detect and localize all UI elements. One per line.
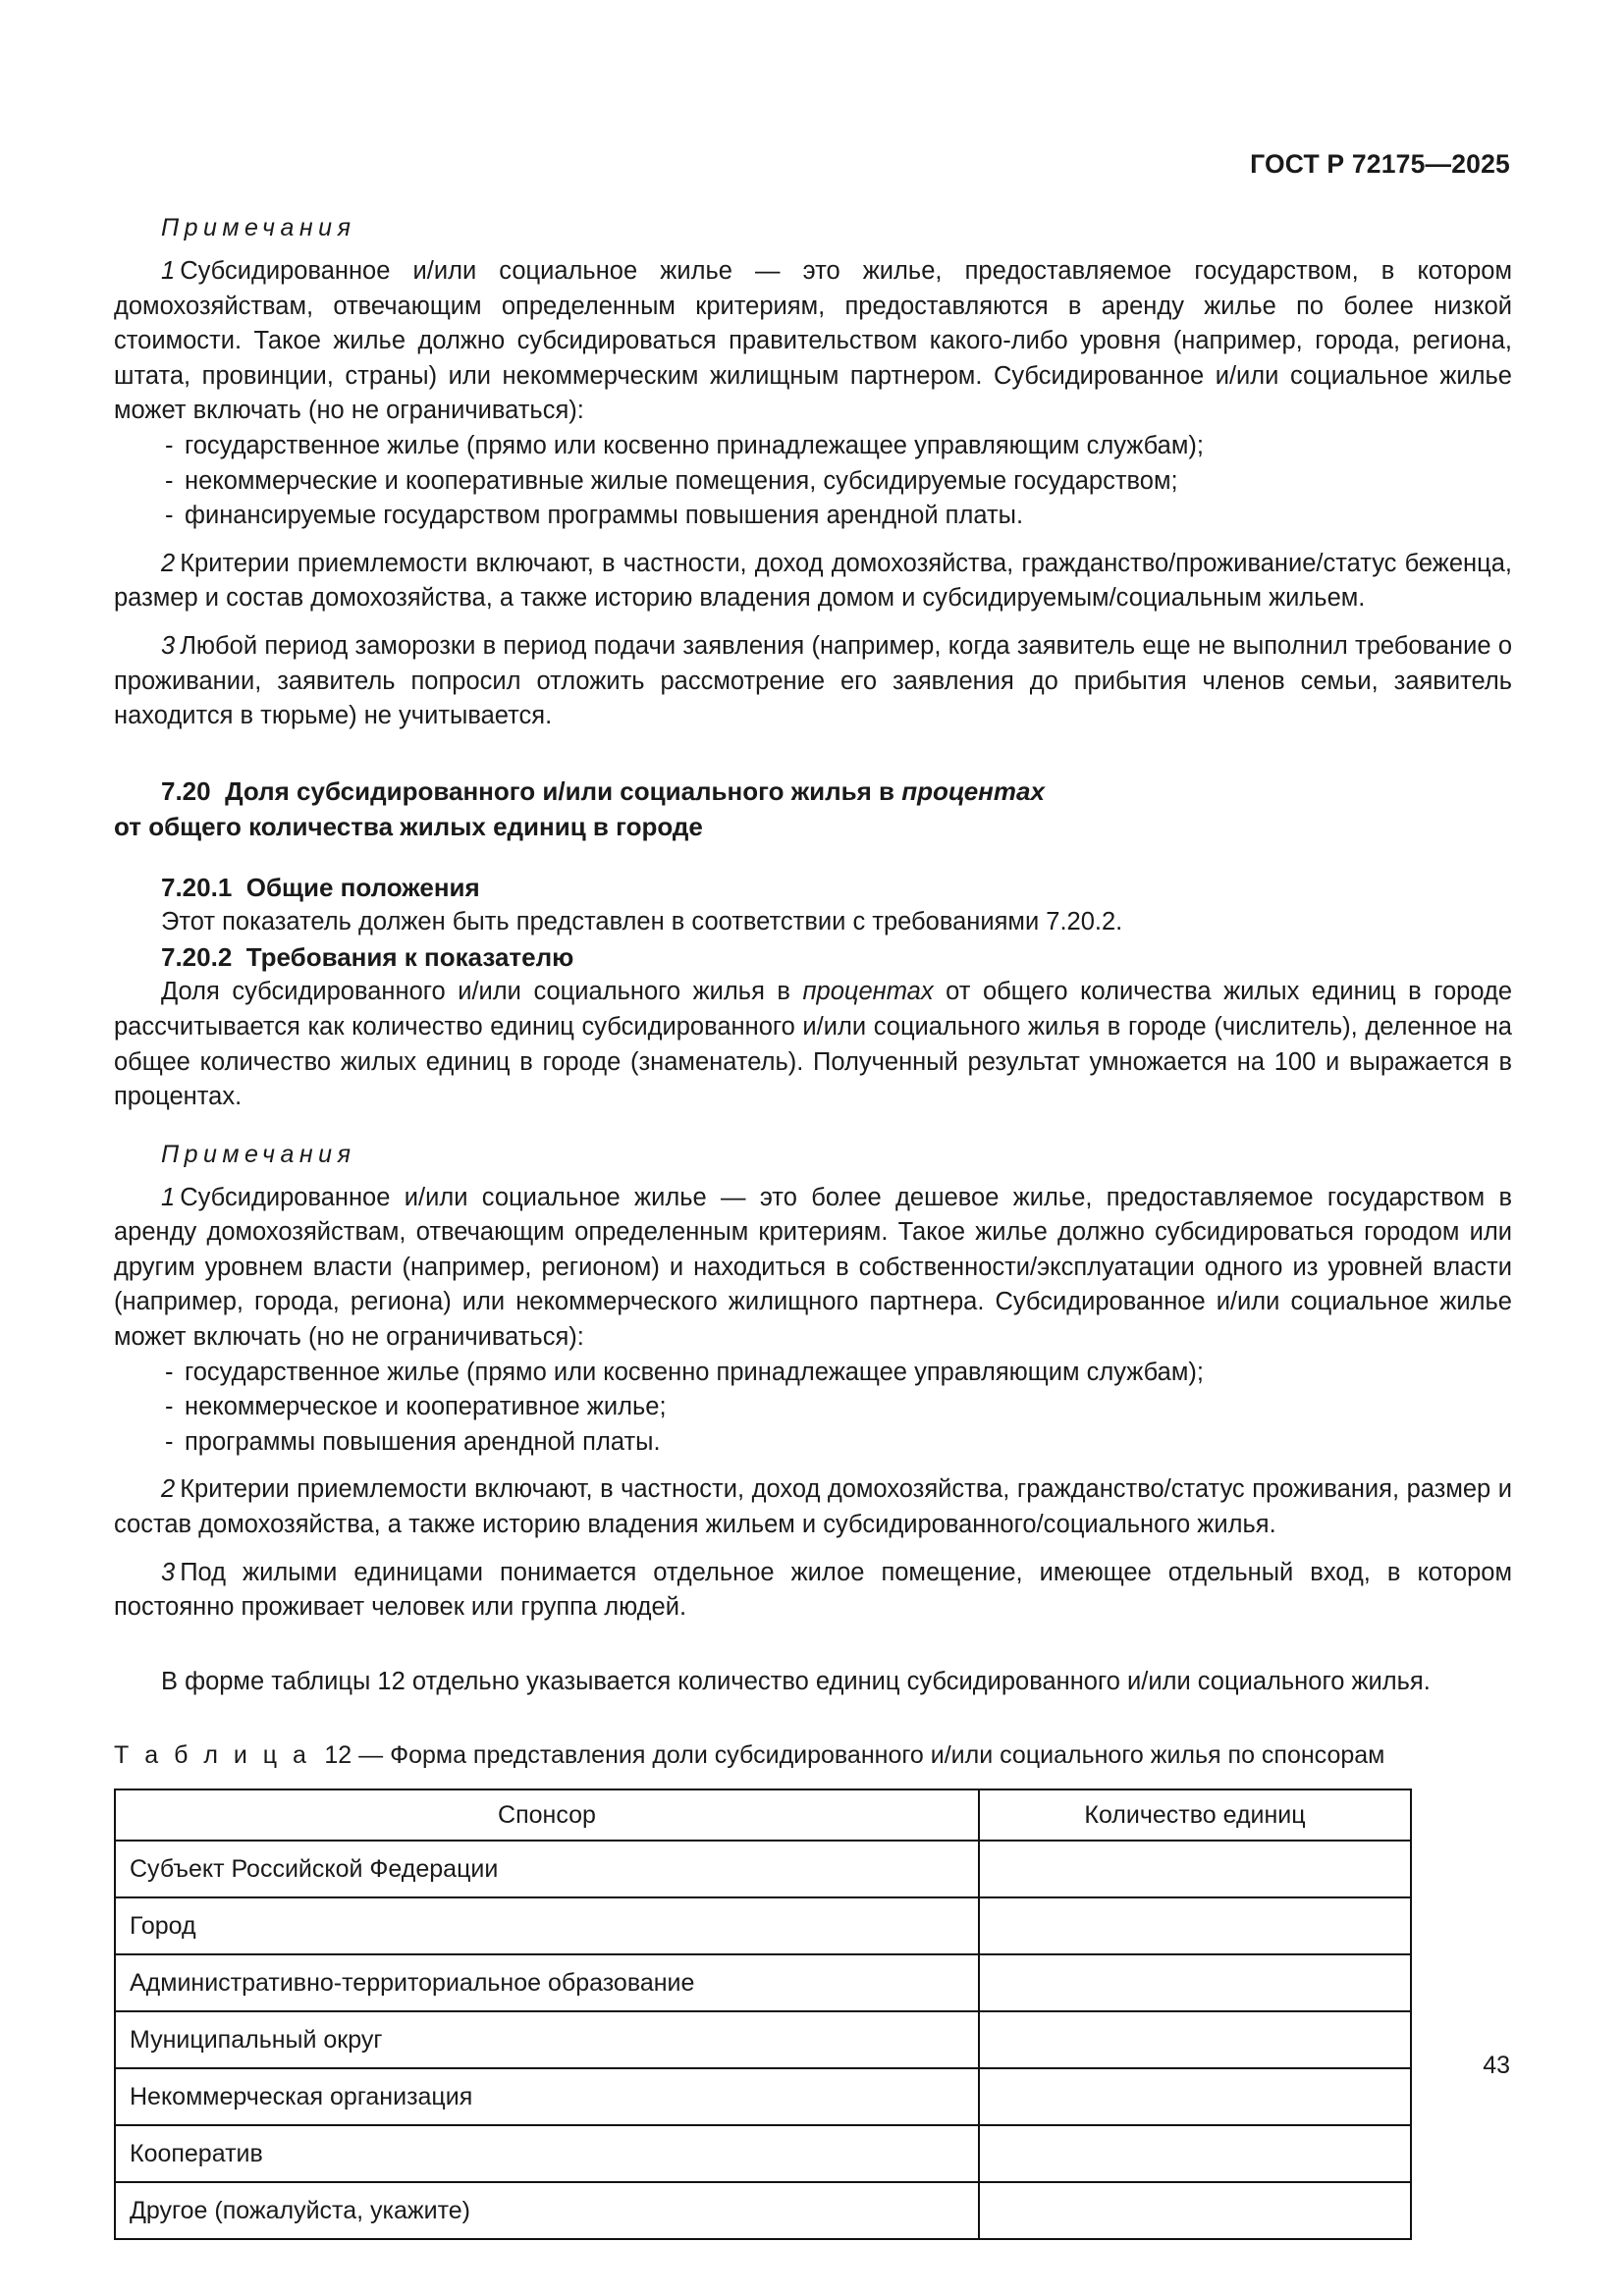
table-body xyxy=(115,1841,1411,2239)
list-item: - программы повышения арендной платы. xyxy=(114,1425,1512,1461)
cell-units[interactable] xyxy=(979,1841,1411,1897)
notes-heading-1: Примечания xyxy=(161,214,356,241)
column-header-units: Количество единиц xyxy=(979,1789,1411,1841)
cell-units[interactable] xyxy=(979,1954,1411,2011)
cell-sponsor: Муниципальный округ xyxy=(115,2011,979,2068)
section-number: 7.20.2 xyxy=(161,942,233,973)
section-title-italic: процентах xyxy=(901,775,1045,806)
spacer xyxy=(114,1699,1512,1738)
note-1-2 xyxy=(114,547,1512,616)
cell-sponsor: Другое (пожалуйста, укажите) xyxy=(115,2182,979,2239)
note-2-1 xyxy=(114,1181,1512,1356)
section-number: 7.20 xyxy=(161,775,211,806)
cell-sponsor: Административно-территориальное образование xyxy=(115,1954,979,2011)
body-italic: процентах xyxy=(802,978,934,1006)
caption-text: Форма представления доли субсидированного и/или социального жилья по спонсорам xyxy=(390,1741,1385,1770)
list-item: - некоммерческое и кооперативное жилье; xyxy=(114,1390,1512,1425)
cell-units[interactable] xyxy=(979,1897,1411,1954)
note-text: Критерии приемлемости включают, в частности, доход домохозяйства, гражданство/статус проживания, размер и состав домохозяйства, а также историю владения жильем и субсидированного/социального жилья. xyxy=(114,1475,1512,1539)
note-text: Под жилыми единицами понимается отдельное жилое помещение, имеющее отдельный вход, в котором постоянно проживает человек или группа людей. xyxy=(114,1558,1512,1622)
cell-sponsor: Кооператив xyxy=(115,2125,979,2182)
notes-2-bullet-list xyxy=(114,1356,1512,1461)
note-text: Субсидированное и/или социальное жилье — это более дешевое жилье, предоставляемое государством в аренду домохозяйствам, отвечающим определенным критериям. Такое жилье должно субсидироваться городом или другим уровнем власти (например, регионом) и находиться в собственности/эксплуатации одного из уровней власти (например, города, региона) или некоммерческого жилищного партнера. Субсидированное и/или социальное жилье может включать (но не ограничиваться): xyxy=(114,1183,1512,1352)
note-number: 3 xyxy=(161,631,176,660)
table-row xyxy=(115,2182,1411,2239)
page-header-standard-number: ГОСТ Р 72175—2025 xyxy=(1250,149,1510,179)
note-2-2 xyxy=(114,1472,1512,1542)
cell-sponsor: Субъект Российской Федерации xyxy=(115,1841,979,1897)
table-12 xyxy=(114,1789,1412,2240)
table-row xyxy=(115,1954,1411,2011)
cell-sponsor: Город xyxy=(115,1897,979,1954)
spacer xyxy=(114,534,1512,547)
note-text: Любой период заморозки в период подачи заявления (например, когда заявитель еще не выполнил требование о проживании, заявитель попросил отложить рассмотрение его заявления до прибытия членов семьи, заявитель находится в тюрьме) не учитывается. xyxy=(114,631,1512,730)
table-header-row xyxy=(115,1789,1411,1841)
table-row xyxy=(115,1841,1411,1897)
cell-units[interactable] xyxy=(979,2011,1411,2068)
spacer xyxy=(114,1543,1512,1556)
section-heading-7-20 xyxy=(114,774,1512,844)
table-12-caption xyxy=(114,1738,1512,1772)
list-item: - государственное жилье (прямо или косвенно принадлежащее управляющим службам); xyxy=(114,1356,1512,1391)
list-item: - финансируемые государством программы повышения арендной платы. xyxy=(114,499,1512,534)
note-number: 2 xyxy=(161,549,176,577)
notes-block-1 xyxy=(114,214,1512,734)
body-part1: Доля субсидированного и/или социального жилья в xyxy=(161,978,803,1006)
page-number: 43 xyxy=(1483,2052,1510,2079)
section-heading-7-20-2 xyxy=(114,939,1512,975)
note-number: 1 xyxy=(161,1183,176,1211)
spacer xyxy=(114,1626,1512,1665)
cell-sponsor: Некоммерческая организация xyxy=(115,2068,979,2125)
section-title: Общие положения xyxy=(245,872,480,902)
spacer xyxy=(114,1460,1512,1472)
spacer xyxy=(114,1115,1512,1141)
section-title-part2: от общего количества жилых единиц в городе xyxy=(114,811,703,841)
column-header-sponsor: Спонсор xyxy=(115,1789,979,1841)
note-number: 3 xyxy=(161,1558,176,1586)
list-item: - государственное жилье (прямо или косвенно принадлежащее управляющим службам); xyxy=(114,429,1512,464)
notes-block-2 xyxy=(114,1141,1512,1626)
table-row xyxy=(115,1897,1411,1954)
caption-dash: — xyxy=(358,1741,384,1770)
note-1-1 xyxy=(114,254,1512,429)
spacer xyxy=(114,734,1512,774)
body-part2: от общего количества жилых единиц в городе рассчитывается как количество единиц субсидированного и/или социального жилья в городе (числитель), деленное на общее количество жилых единиц в городе (знаменатель). Полученный результат умножается на 100 и выражается в процентах. xyxy=(114,978,1513,1111)
table-intro-paragraph: В форме таблицы 12 отдельно указывается количество единиц субсидированного и/или социального жилья. xyxy=(161,1667,1431,1695)
table-row xyxy=(115,2125,1411,2182)
page-body xyxy=(114,214,1512,2240)
caption-number: 12 xyxy=(324,1741,352,1770)
spacer xyxy=(114,844,1512,870)
list-item: - некоммерческие и кооперативные жилые помещения, субсидируемые государством; xyxy=(114,464,1512,500)
note-text: Критерии приемлемости включают, в частности, доход домохозяйства, гражданство/проживание/статус беженца, размер и состав домохозяйства, а также историю владения домом и субсидируемым/социальным жильем. xyxy=(114,549,1512,613)
section-heading-7-20-1 xyxy=(114,870,1512,905)
cell-units[interactable] xyxy=(979,2182,1411,2239)
section-title: Требования к показателю xyxy=(245,942,574,973)
notes-1-bullet-list xyxy=(114,429,1512,534)
cell-units[interactable] xyxy=(979,2125,1411,2182)
caption-label: Т а б л и ц а xyxy=(114,1741,311,1770)
table-header xyxy=(115,1789,1411,1841)
spacer xyxy=(114,616,1512,629)
note-number: 2 xyxy=(161,1475,176,1504)
note-number: 1 xyxy=(161,257,176,285)
section-title-part1: Доля субсидированного и/или социального жилья в xyxy=(225,775,902,806)
note-2-3 xyxy=(114,1556,1512,1626)
section-number: 7.20.1 xyxy=(161,872,233,902)
note-text: Субсидированное и/или социальное жилье — это жилье, предоставляемое государством, в котором домохозяйствам, отвечающим определенным критериям, предоставляются в аренду жилье по более низкой стоимости. Такое жилье должно субсидироваться правительством какого-либо уровня (например, города, региона, штата, провинции, страны) или некоммерческим жилищным партнером. Субсидированное и/или социальное жилье может включать (но не ограничиваться): xyxy=(114,257,1512,425)
section-7-20-2-body xyxy=(114,975,1512,1114)
table-row xyxy=(115,2011,1411,2068)
table-row xyxy=(115,2068,1411,2125)
notes-heading-2: Примечания xyxy=(161,1140,356,1168)
cell-units[interactable] xyxy=(979,2068,1411,2125)
section-7-20-1-body: Этот показатель должен быть представлен в соответствии с требованиями 7.20.2. xyxy=(161,907,1123,935)
note-1-3 xyxy=(114,629,1512,734)
